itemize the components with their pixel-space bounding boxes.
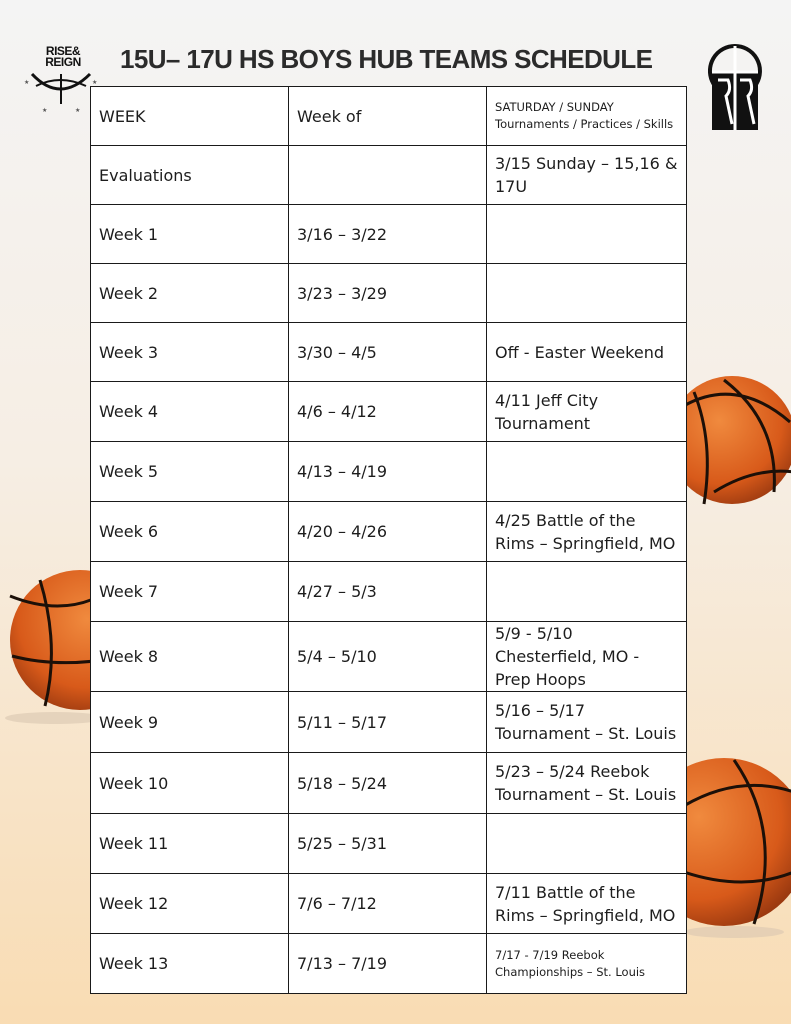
week-cell: Week 10 (91, 753, 289, 814)
table-row (91, 874, 687, 934)
event-cell (487, 562, 687, 622)
svg-text:★: ★ (92, 79, 98, 86)
dates-cell: 5/18 – 5/24 (289, 753, 487, 814)
basketball-left-icon (0, 556, 92, 726)
week-cell: Week 2 (91, 264, 289, 323)
table-row (91, 442, 687, 502)
table-row (91, 692, 687, 753)
dates-cell: 4/27 – 5/3 (289, 562, 487, 622)
dates-cell: 7/13 – 7/19 (289, 934, 487, 994)
event-cell (487, 205, 687, 264)
week-cell: Week 13 (91, 934, 289, 994)
table-row (91, 382, 687, 442)
week-cell: Week 11 (91, 814, 289, 874)
week-cell: Week 1 (91, 205, 289, 264)
column-header-weekend-events: SATURDAY / SUNDAY Tournaments / Practices / Skills (487, 87, 687, 146)
event-cell: 5/16 – 5/17 Tournament – St. Louis (487, 692, 687, 753)
dates-cell: 3/23 – 3/29 (289, 264, 487, 323)
table-row (91, 205, 687, 264)
event-cell: 5/9 - 5/10 Chesterfield, MO - Prep Hoops (487, 622, 687, 692)
dates-cell (289, 146, 487, 205)
event-cell: 7/17 - 7/19 Reebok Championships – St. Louis (487, 934, 687, 994)
dates-cell: 5/25 – 5/31 (289, 814, 487, 874)
table-row (91, 562, 687, 622)
column-header-week: WEEK (91, 87, 289, 146)
event-cell (487, 442, 687, 502)
logo-lettering: RISE& REIGN (45, 44, 81, 69)
dates-cell: 3/16 – 3/22 (289, 205, 487, 264)
dates-cell: 5/4 – 5/10 (289, 622, 487, 692)
event-cell: Off - Easter Weekend (487, 323, 687, 382)
table-header-row (91, 87, 687, 146)
dates-cell: 7/6 – 7/12 (289, 874, 487, 934)
column-header-week-of: Week of (289, 87, 487, 146)
week-cell: Week 4 (91, 382, 289, 442)
table-row (91, 502, 687, 562)
table-row (91, 934, 687, 994)
table-row (91, 146, 687, 205)
dates-cell: 3/30 – 4/5 (289, 323, 487, 382)
table-row (91, 323, 687, 382)
dates-cell: 5/11 – 5/17 (289, 692, 487, 753)
table-row (91, 753, 687, 814)
basketball-right-top-icon (684, 372, 791, 508)
week-cell: Week 12 (91, 874, 289, 934)
event-cell (487, 814, 687, 874)
schedule-table (90, 86, 687, 994)
event-cell: 4/25 Battle of the Rims – Springfield, MO (487, 502, 687, 562)
event-cell: 4/11 Jeff City Tournament (487, 382, 687, 442)
week-cell: Evaluations (91, 146, 289, 205)
rr-basketball-logo-icon (708, 44, 762, 132)
event-cell: 7/11 Battle of the Rims – Springfield, MO (487, 874, 687, 934)
week-cell: Week 6 (91, 502, 289, 562)
week-cell: Week 3 (91, 323, 289, 382)
dates-cell: 4/6 – 4/12 (289, 382, 487, 442)
svg-text:★: ★ (24, 79, 30, 86)
event-cell (487, 264, 687, 323)
svg-text:★: ★ (75, 107, 81, 114)
svg-text:★: ★ (42, 107, 48, 114)
week-cell: Week 5 (91, 442, 289, 502)
dates-cell: 4/13 – 4/19 (289, 442, 487, 502)
table-row (91, 622, 687, 692)
week-cell: Week 7 (91, 562, 289, 622)
event-cell: 5/23 – 5/24 Reebok Tournament – St. Louis (487, 753, 687, 814)
page-title: 15U– 17U HS BOYS HUB TEAMS SCHEDULE (120, 44, 653, 74)
week-cell: Week 9 (91, 692, 289, 753)
table-row (91, 814, 687, 874)
table-row (91, 264, 687, 323)
event-cell: 3/15 Sunday – 15,16 & 17U (487, 146, 687, 205)
week-cell: Week 8 (91, 622, 289, 692)
basketball-right-bottom-icon (684, 752, 791, 942)
dates-cell: 4/20 – 4/26 (289, 502, 487, 562)
